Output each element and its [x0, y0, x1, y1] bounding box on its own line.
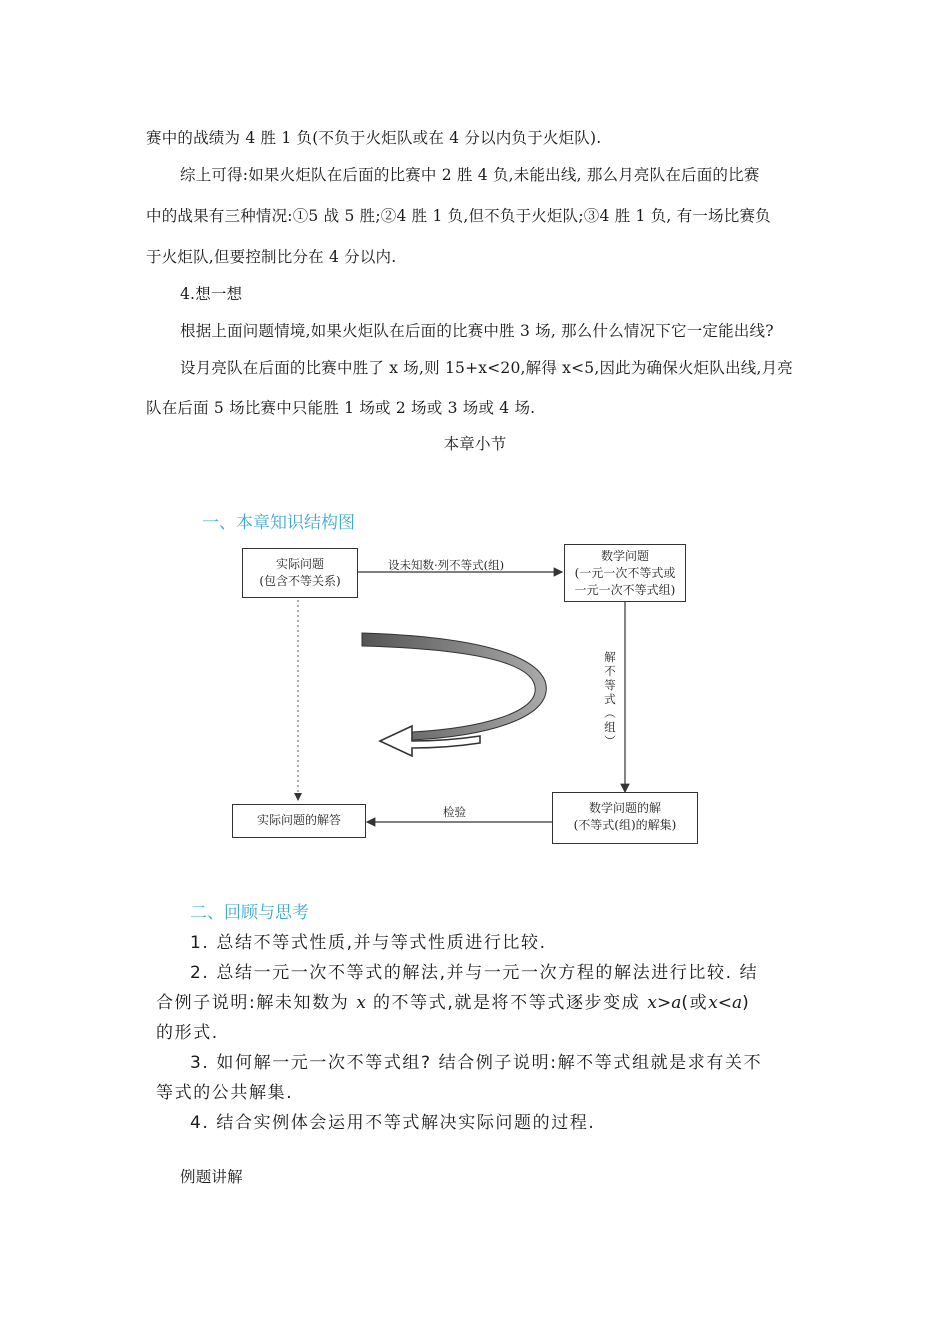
review-item-2-cont: 合例子说明:解未知数为 x 的不等式,就是将不等式逐步变成 x>a(或x<a) [156, 993, 751, 1013]
section-heading: 4.想一想 [180, 285, 243, 303]
label-set-unknown: 设未知数·列不等式(组) [388, 558, 505, 572]
review-item-2: 2. 总结一元一次不等式的解法,并与一元一次方程的解法进行比较. 结 [190, 963, 759, 983]
review-title: 二、回顾与思考 [190, 903, 309, 923]
diagram-title: 一、本章知识结构图 [202, 513, 355, 533]
paragraph-line: 于火炬队,但要控制比分在 4 分以内. [146, 248, 397, 266]
paragraph-line: 根据上面问题情境,如果火炬队在后面的比赛中胜 3 场, 那么什么情况下它一定能出线? [180, 322, 774, 340]
example-heading: 例题讲解 [180, 1168, 243, 1186]
curved-arrow [362, 633, 546, 740]
paragraph-line: 队在后面 5 场比赛中只能胜 1 场或 2 场或 3 场或 4 场. [146, 399, 536, 417]
paragraph-line: 设月亮队在后面的比赛中胜了 x 场,则 15+x<20,解得 x<5,因此为确保火炬队出线,月亮 [180, 359, 794, 377]
box-real-solution: 实际问题的解答 [232, 804, 366, 838]
review-item-2-end: 的形式. [156, 1023, 219, 1043]
box-math-solution: 数学问题的解 (不等式(组)的解集) [552, 792, 698, 844]
paragraph-line: 赛中的战绩为 4 胜 1 负(不负于火炬队或在 4 分以内负于火炬队). [146, 129, 602, 147]
paragraph-line: 中的战果有三种情况:①5 战 5 胜;②4 胜 1 负,但不负于火炬队;③4 胜 1 负, 有一场比赛负 [146, 207, 771, 225]
label-check: 检验 [443, 805, 466, 819]
review-item-3: 3. 如何解一元一次不等式组? 结合例子说明:解不等式组就是求有关不 [190, 1053, 763, 1073]
knowledge-structure-diagram [190, 500, 720, 860]
review-item-4: 4. 结合实例体会运用不等式解决实际问题的过程. [190, 1113, 596, 1133]
review-item-1: 1. 总结不等式性质,并与等式性质进行比较. [190, 933, 547, 953]
review-item-3-cont: 等式的公共解集. [156, 1083, 294, 1103]
summary-title: 本章小节 [443, 435, 507, 453]
box-math-problem: 数学问题 (一元一次不等式或 一元一次不等式组) [564, 544, 686, 602]
box-real-problem: 实际问题 (包含不等关系) [242, 548, 358, 598]
label-solve-inequality: 解 不 等 式 ︵ 组 ︶ [604, 650, 616, 748]
paragraph-line: 综上可得:如果火炬队在后面的比赛中 2 胜 4 负,未能出线, 那么月亮队在后面的比赛 [180, 166, 760, 184]
